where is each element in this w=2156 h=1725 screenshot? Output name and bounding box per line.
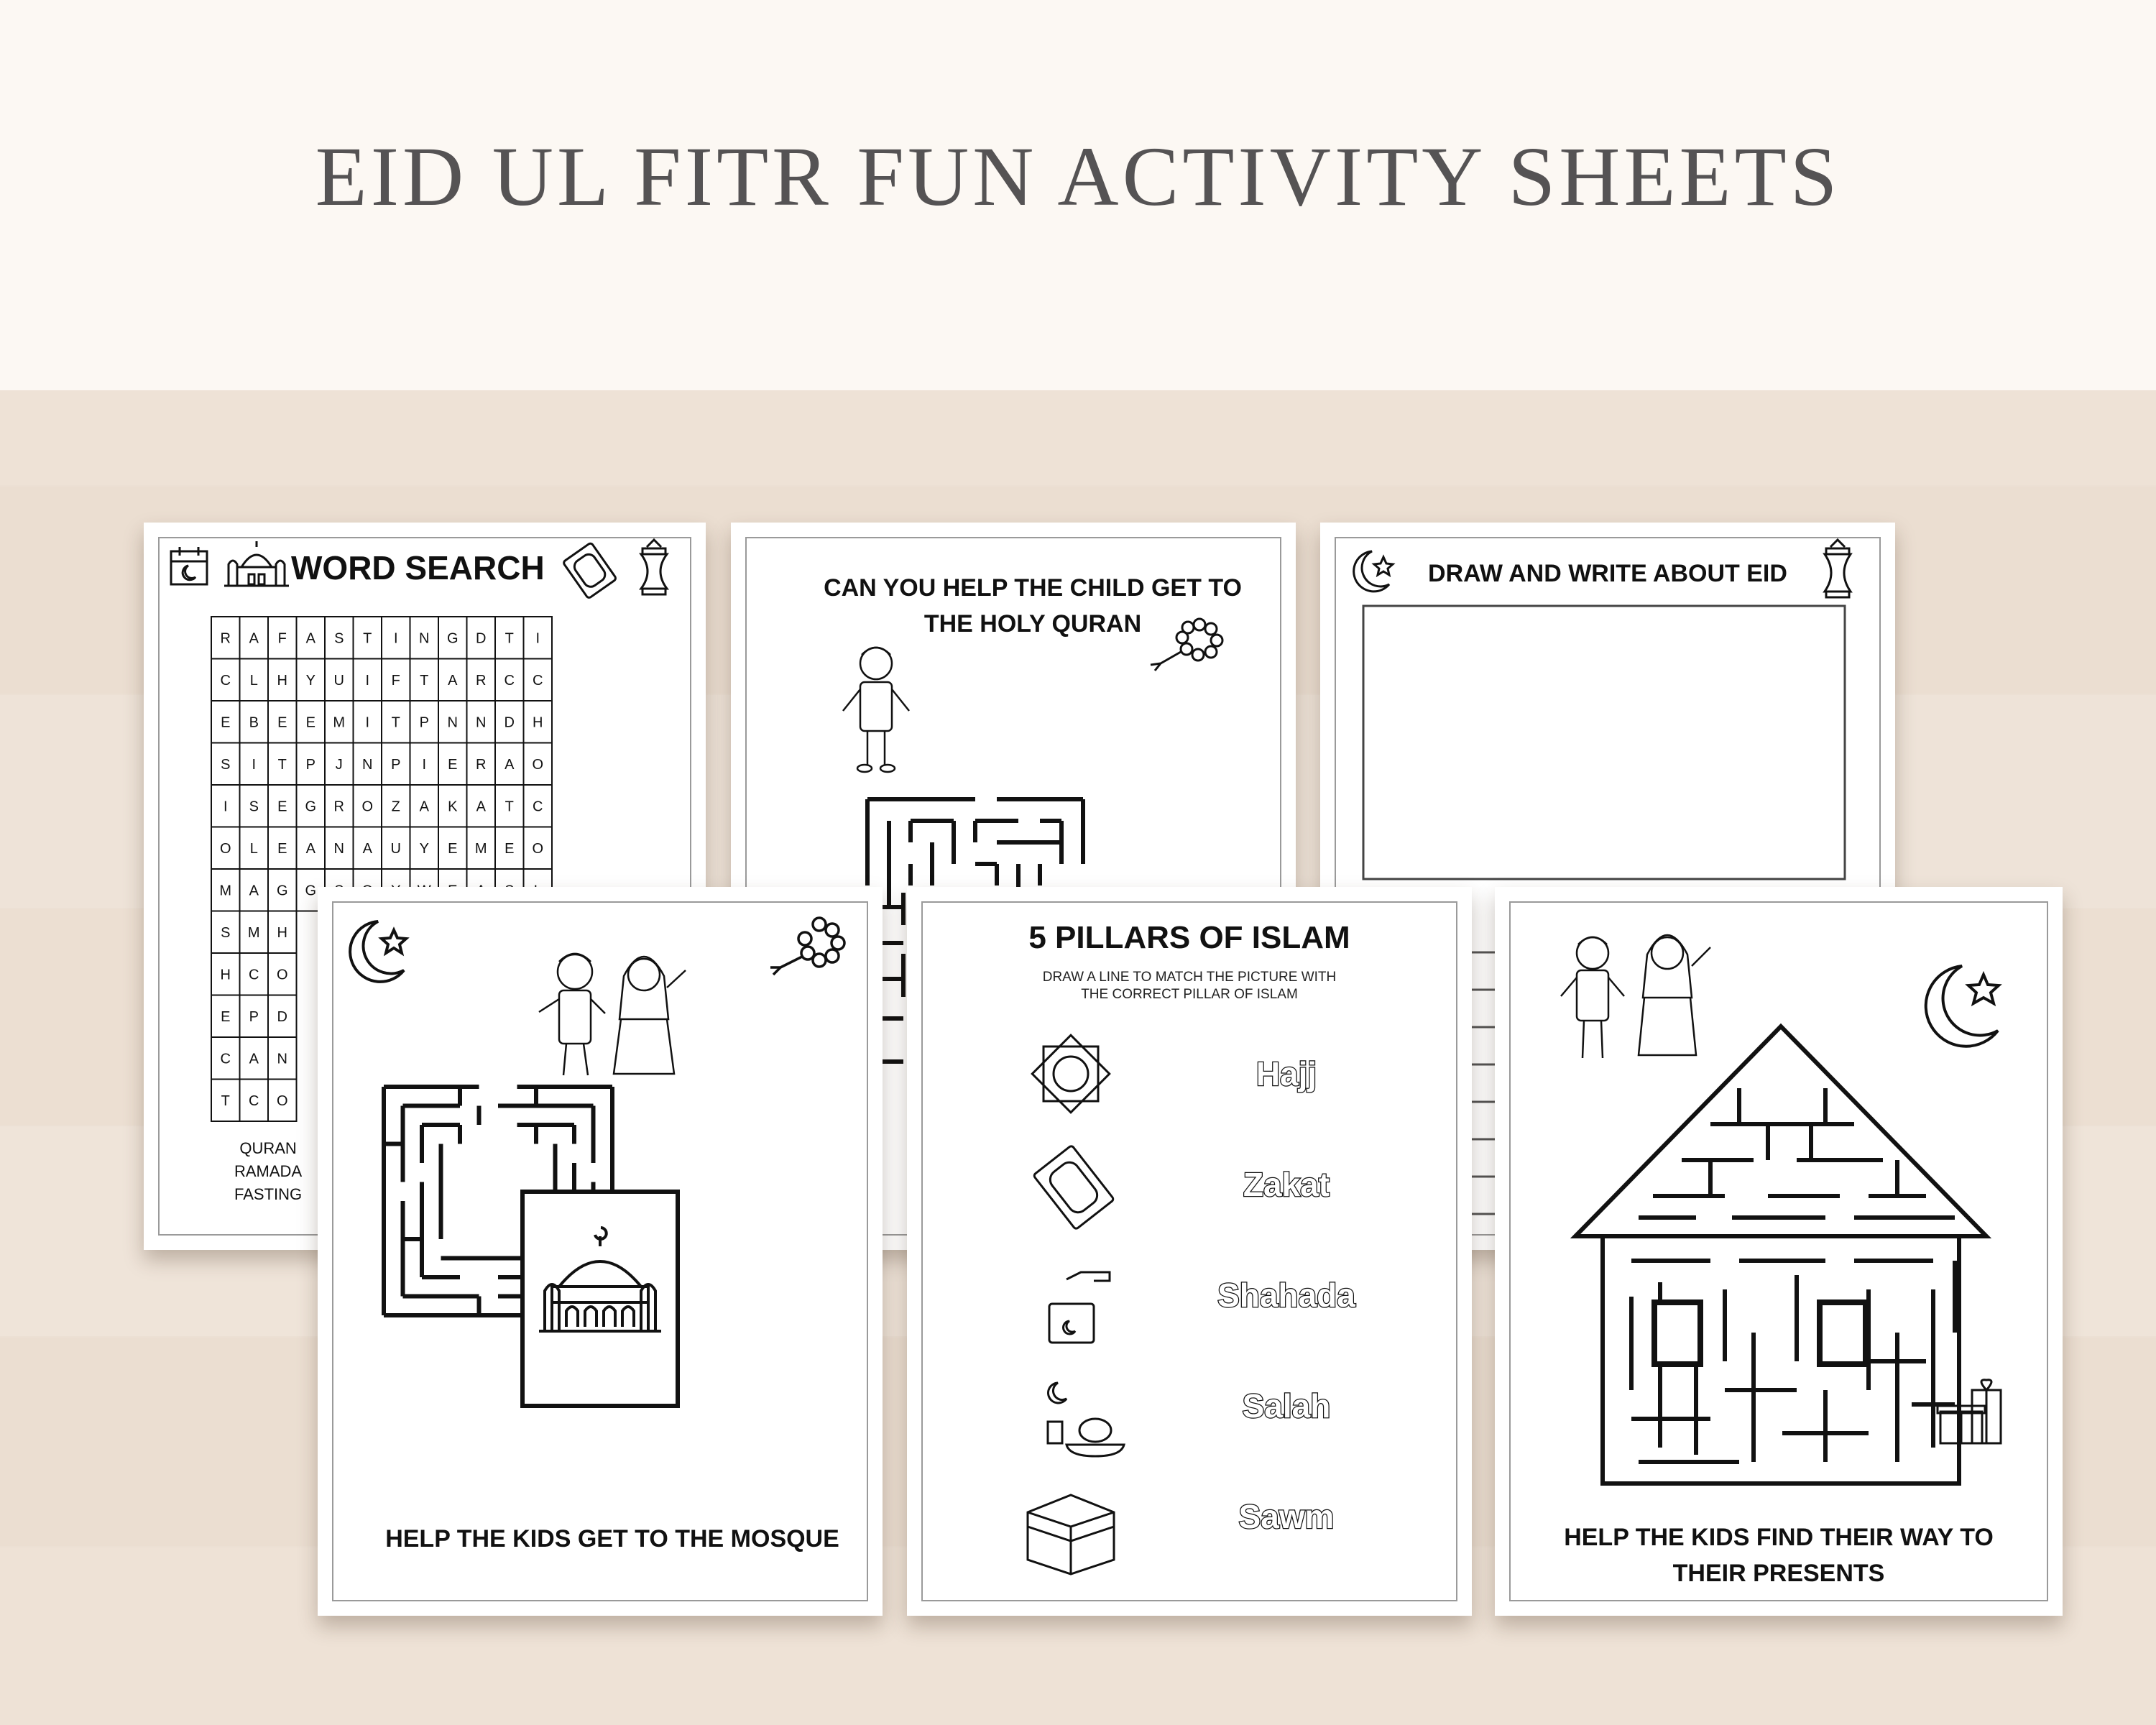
maze	[1575, 1026, 1986, 1484]
lantern-icon	[641, 540, 667, 594]
grid-letter: E	[505, 840, 515, 857]
prayer-mat-icon	[563, 543, 617, 599]
grid-letter: A	[249, 883, 259, 899]
grid-letter: T	[420, 672, 429, 689]
grid-letter: Z	[391, 799, 400, 815]
page-title: EID UL FITR FUN ACTIVITY SHEETS	[315, 129, 1841, 224]
grid-letter: S	[249, 799, 259, 815]
kids-icon	[1561, 935, 1710, 1058]
boy-icon	[843, 648, 909, 772]
grid-letter: M	[219, 883, 232, 899]
grid-letter: N	[362, 756, 373, 773]
grid-letter: O	[532, 840, 544, 857]
grid-letter: I	[365, 714, 370, 731]
grid-letter: C	[249, 967, 259, 983]
caption-line: HELP THE KIDS FIND THEIR WAY TO	[1564, 1524, 1994, 1551]
grid-letter: R	[476, 756, 487, 773]
grid-letter: P	[249, 1008, 259, 1025]
grid-letter: J	[335, 756, 343, 773]
prayer-beads-icon	[770, 918, 844, 975]
grid-letter: G	[446, 630, 459, 647]
grid-letter: N	[277, 1051, 287, 1067]
grid-letter: G	[276, 883, 288, 899]
grid-letter: N	[419, 630, 430, 647]
drawing-box	[1363, 606, 1845, 879]
house-maze-caption	[1495, 1519, 2063, 1591]
subtitle-line: THE CORRECT PILLAR OF ISLAM	[1081, 987, 1298, 1002]
grid-letter: M	[333, 714, 346, 731]
house-window	[1654, 1302, 1700, 1364]
grid-letter: A	[305, 630, 315, 647]
crescent-star-icon	[350, 921, 406, 982]
title-line: CAN YOU HELP THE CHILD GET TO	[824, 574, 1242, 602]
word-list-item: RAMADA	[234, 1162, 303, 1180]
mosque-maze-artwork	[318, 887, 883, 1616]
grid-letter: T	[391, 714, 400, 731]
pillars-sheet	[907, 887, 1472, 1616]
grid-letter: O	[219, 840, 231, 857]
grid-letter: N	[476, 714, 487, 731]
grid-letter: C	[220, 672, 231, 689]
pillar-name: Shahada	[1217, 1276, 1355, 1314]
pillars-title: 5 PILLARS OF ISLAM	[1028, 920, 1350, 955]
grid-letter: L	[249, 840, 258, 857]
grid-letter: D	[476, 630, 487, 647]
grid-letter: O	[361, 799, 374, 815]
pillar-name: Zakat	[1243, 1166, 1330, 1203]
grid-letter: S	[334, 630, 344, 647]
grid-letter: O	[276, 1092, 288, 1109]
grid-letter: E	[448, 840, 458, 857]
shahada-medallion-icon	[1032, 1035, 1109, 1112]
prayer-beads-icon	[1151, 619, 1222, 671]
grid-letter: F	[277, 630, 287, 647]
mosque-maze-sheet	[318, 887, 883, 1616]
pillar-name: Hajj	[1256, 1055, 1317, 1092]
mosque-maze-caption: HELP THE KIDS GET TO THE MOSQUE	[385, 1525, 839, 1552]
kids-icon	[539, 954, 686, 1075]
grid-letter: N	[333, 840, 344, 857]
grid-letter: H	[277, 672, 287, 689]
grid-letter: P	[419, 714, 429, 731]
grid-letter: A	[362, 840, 372, 857]
grid-letter: A	[448, 672, 458, 689]
grid-letter: F	[391, 672, 400, 689]
mosque-icon	[224, 541, 289, 586]
title-banner	[0, 0, 2156, 390]
grid-letter: A	[419, 799, 429, 815]
grid-letter: E	[221, 1008, 231, 1025]
grid-letter: B	[249, 714, 259, 731]
grid-letter: E	[277, 840, 287, 857]
grid-letter: A	[505, 756, 515, 773]
caption-line: THEIR PRESENTS	[1672, 1560, 1885, 1587]
grid-letter: E	[221, 714, 231, 731]
grid-letter: G	[305, 799, 317, 815]
prayer-mat-icon	[1033, 1145, 1115, 1230]
draw-write-title: DRAW AND WRITE ABOUT EID	[1428, 560, 1787, 587]
grid-letter: Y	[419, 840, 429, 857]
gift-icon	[1938, 1380, 2001, 1443]
lantern-icon	[1825, 540, 1851, 597]
grid-letter: M	[247, 924, 260, 941]
pillar-name: Salah	[1242, 1387, 1331, 1425]
grid-letter: I	[223, 799, 228, 815]
grid-letter: E	[448, 756, 458, 773]
grid-letter: D	[277, 1008, 287, 1025]
house-maze-artwork	[1495, 887, 2063, 1616]
grid-letter: C	[533, 672, 543, 689]
kaaba-icon	[1028, 1495, 1114, 1574]
grid-letter: H	[277, 924, 287, 941]
word-list-item: QURAN	[239, 1139, 297, 1157]
grid-letter: U	[333, 672, 344, 689]
crescent-star-icon	[1926, 966, 1999, 1046]
subtitle-line: DRAW A LINE TO MATCH THE PICTURE WITH	[1042, 970, 1337, 985]
grid-letter: K	[448, 799, 458, 815]
grid-letter: T	[363, 630, 372, 647]
word-list	[234, 1137, 302, 1206]
grid-letter: E	[305, 714, 315, 731]
iftar-food-icon	[1048, 1383, 1124, 1456]
grid-letter: D	[504, 714, 515, 731]
grid-letter: A	[305, 840, 315, 857]
house-maze-sheet	[1495, 887, 2063, 1616]
grid-letter: I	[252, 756, 257, 773]
grid-letter: T	[221, 1092, 230, 1109]
grid-letter: A	[249, 630, 259, 647]
grid-letter: A	[249, 1051, 259, 1067]
title-line: THE HOLY QURAN	[923, 610, 1142, 638]
grid-letter: O	[532, 756, 544, 773]
wood-plank	[0, 390, 2156, 485]
crescent-star-icon	[1354, 551, 1393, 592]
grid-letter: O	[276, 967, 288, 983]
grid-letter: C	[220, 1051, 231, 1067]
grid-letter: E	[277, 799, 287, 815]
pillars-artwork	[907, 887, 1472, 1616]
grid-letter: H	[533, 714, 543, 731]
grid-letter: T	[505, 630, 514, 647]
grid-letter: E	[277, 714, 287, 731]
word-search-title: WORD SEARCH	[291, 549, 545, 586]
grid-letter: C	[249, 1092, 259, 1109]
grid-letter: U	[390, 840, 401, 857]
grid-letter: T	[505, 799, 514, 815]
grid-letter: Y	[305, 672, 315, 689]
donation-box-icon	[1049, 1272, 1110, 1343]
grid-letter: L	[249, 672, 258, 689]
word-list-item: FASTING	[234, 1185, 303, 1203]
grid-letter: S	[221, 924, 231, 941]
grid-letter: S	[221, 756, 231, 773]
grid-letter: G	[305, 883, 317, 899]
grid-letter: I	[365, 672, 370, 689]
grid-letter: C	[533, 799, 543, 815]
house-window	[1820, 1302, 1866, 1364]
calendar-icon	[171, 547, 207, 584]
grid-letter: I	[422, 756, 427, 773]
grid-letter: R	[476, 672, 487, 689]
house-roof	[1575, 1026, 1986, 1236]
writing-lines	[1471, 952, 1497, 1214]
pillar-name: Sawm	[1238, 1498, 1335, 1535]
grid-letter: R	[333, 799, 344, 815]
grid-letter: H	[220, 967, 231, 983]
grid-letter: I	[535, 630, 540, 647]
grid-letter: R	[220, 630, 231, 647]
grid-letter: T	[277, 756, 287, 773]
grid-letter: M	[474, 840, 487, 857]
grid-letter: P	[305, 756, 315, 773]
grid-letter: C	[504, 672, 515, 689]
pillar-names	[1217, 1055, 1355, 1535]
grid-letter: I	[393, 630, 398, 647]
grid-letter: A	[476, 799, 486, 815]
grid-letter: P	[391, 756, 401, 773]
grid-letter: N	[447, 714, 458, 731]
